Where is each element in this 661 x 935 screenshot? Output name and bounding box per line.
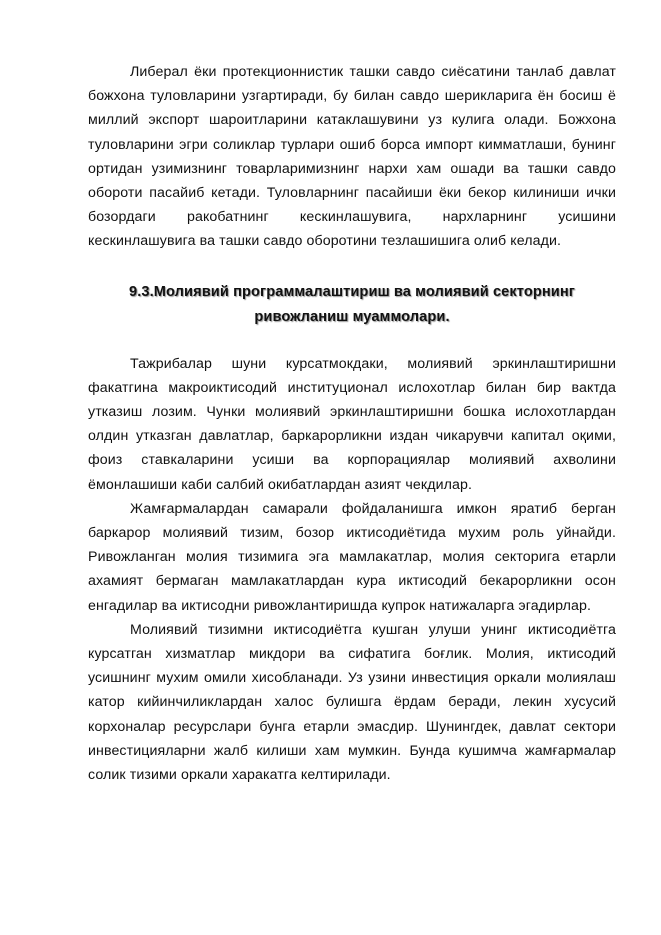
document-page — [88, 60, 616, 787]
section-paragraph-1: Тажрибалар шуни курсатмокдаки, молиявий эркинлаштиришни факатгина макроиктисодий институционал ислохотлар билан бир вактда утказиш лозим. Чунки молиявий эркинлаштиришни бошка ислохотлардан олдин утказган давлатлар, баркарорликни издан чикарувчи капитал оқими, фоиз ставкаларини усиши ва корпорациялар молиявий ахволини ёмонлашиши каби салбий окибатлардан азият чекдилар. — [88, 355, 616, 493]
section-paragraph-2: Жамғармалардан самарали фойдаланишга имкон яратиб берган баркарор молиявий тизим, бозор иктисодиётида мухим роль уйнайди. Ривожланган молия тизимига эга мамлакатлар, молия секторига етарли ахамият бермаган мамлакатлардан кура иктисодий бекарорликни осон енгадилар ва иктисодни ривожлантиришда купрок натижаларга эгадирлар. — [88, 500, 616, 614]
section-heading: 9.3.Молиявий программалаштириш ва молиявий секторнинг ривожланиш муаммолари. — [129, 283, 575, 325]
section-paragraph-3: Молиявий тизимни иктисодиётга кушган улуши унинг иктисодиётга курсатган хизматлар микдори ва сифатига боғлик. Молия, иктисодий усишнинг мухим омили хисобланади. Уз узини инвестиция оркали молиялаш катор кийинчиликлардан халос булишга ёрдам беради, лекин хусусий корхоналар ресурслари бунга етарли эмасдир. Шунингдек, давлат сектори инвестицияларни жалб килиши хам мумкин. Бунда кушимча жамғармалар солик тизими оркали харакатга келтирилади. — [88, 621, 616, 784]
intro-paragraph: Либерал ёки протекционнистик ташки савдо сиёсатини танлаб давлат божхона туловларини узгартиради, бу билан савдо шерикларига ён босиш ё миллий экспорт шароитларини катаклашувини уз кулига олади. Божхона туловларини эгри соликлар турлари ошиб борса импорт кимматлаши, бунинг ортидан узимизнинг товарларимизнинг нархи хам ошади ва ташки савдо обороти пасайиб кетади. Туловларнинг пасайиши ёки бекор килиниши ички бозордаги ракобатнинг кескинлашувига, нархларнинг усишини кескинлашувига ва ташки савдо оборотини тезлашишига олиб келади. — [88, 64, 616, 250]
